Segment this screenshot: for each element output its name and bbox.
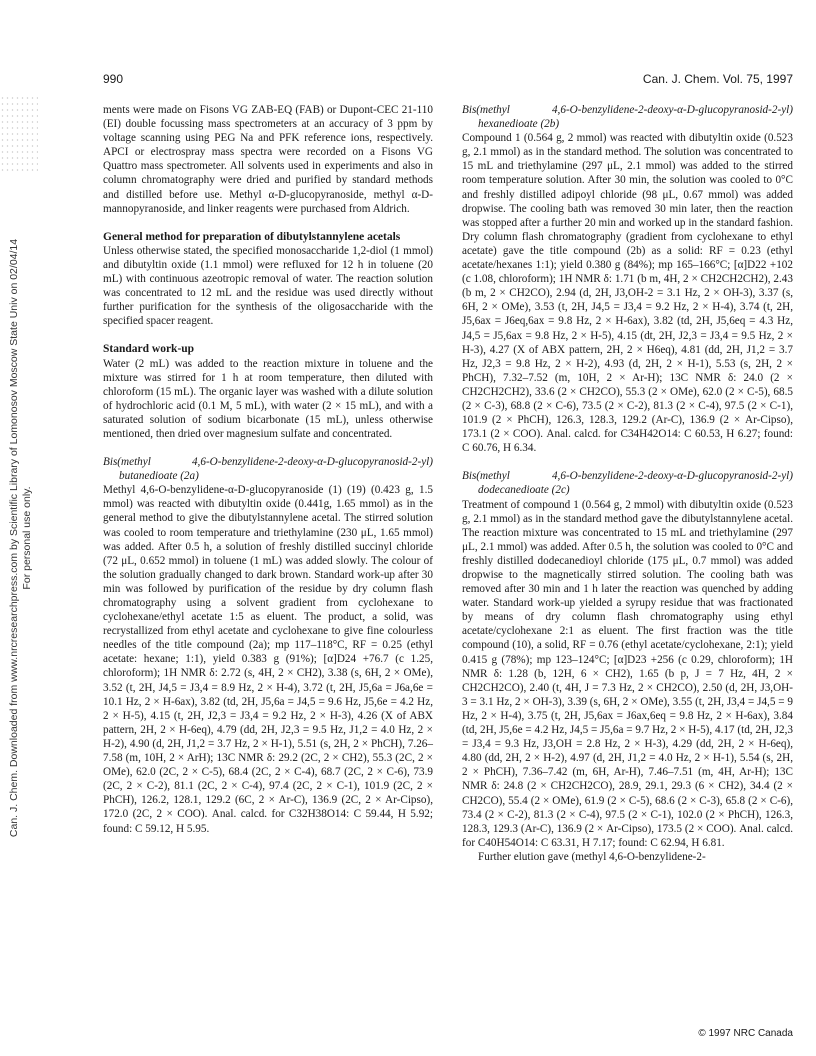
intro-paragraph: ments were made on Fisons VG ZAB-EQ (FAB) or Dupont-CEC 21-110 (EI) double focussing mass spectrometers at an accuracy of 3 ppm by voltage scanning using PEG Na and PFK reference ions, respectively. APCI or electrospray mass spectra were recorded on a Fisons VG Quattro mass spectrometer. All solvents used in experiments and also in column chromatography were dried and purified by standard methods and distilled before use. Methyl α-D-glucopyranoside, methyl α-D-mannopyranoside, and linker reagents were purchased from Aldrich. [103,104,433,215]
watermark-text [8,178,34,898]
general-method-paragraph: Unless otherwise stated, the specified monosaccharide 1,2-diol (1 mmol) and dibutyltin oxide (1.1 mmol) were refluxed for 12 h in toluene (20 mL) with continuous azeotropic removal of water. The reaction solution was concentrated to 12 mL and the residue was used directly without further purification for the synthesis of the oligosaccharide with the specified spacer reagent. [103,244,433,328]
running-header [103,72,793,88]
compound-2b-paragraph: Compound 1 (0.564 g, 2 mmol) was reacted with dibutyltin oxide (0.523 g, 2.1 mmol) as in the standard method. The solution was concentrated to 15 mL and triethylamine (297 μL, 2.1 mmol) was added to the stirred room temperature solution. After 30 min, the solution was cooled to 0°C and freshly distilled adipoyl chloride (98 μL, 0.67 mmol) was added dropwise. The cooling bath was removed 30 min later, then the reaction was stopped after a further 20 min and worked up in the standard fashion. Dry column flash chromatography (gradient from cyclohexane to ethyl acetate) gave the title compound (2b) as a solid: RF = 0.23 (ethyl acetate/hexanes 1:1); yield 0.380 g (84%); mp 165–166°C; [α]D22 +102 (c 1.08, chloroform); 1H NMR δ: 1.71 (b m, 4H, 2 × CH2CH2CH2), 2.43 (b m, 2 × CH2CO), 2.94 (d, 2H, J3,OH-2 = 3.1 Hz, 2 × OH-3), 3.37 (s, 6H, 2 × OMe), 3.53 (t, 2H, J4,5 = J3,4 = 9.2 Hz, 2 × H-4), 3.74 (t, 2H, J5,6ax = J6eq,6ax = 9.8 Hz, 2 × H-6ax), 3.82 (td, 2H, J5,6eq = 4.3 Hz, J4,5 = J5,6ax = 9.8 Hz, 2 × H-5), 4.15 (dt, 2H, J2,3 = J3,4 = 9.5 Hz, 2 × H-3), 4.27 (X of ABX pattern, 2H, 2 × H6eq), 4.81 (dd, 2H, J1,2 = 3.7 Hz, J2,3 = 9.8 Hz, 2 × H-2), 4.93 (d, 2H, 2 × H-1), 5.53 (s, 2H, 2 × PhCH), 7.32–7.52 (m, 10H, 2 × Ar-H); 13C NMR δ: 24.0 (2 × CH2CH2CH2), 33.6 (2 × CH2CO), 55.3 (2 × OMe), 62.0 (2 × C-5), 68.5 (2 × C-3), 68.8 (2 × C-6), 73.5 (2 × C-2), 81.3 (2 × C-4), 97.5 (2 × C-1), 101.9 (2 × PhCH), 126.3, 128.3, 129.2 (Ar-C), 136.9 (2 × Ar-Cipso), 173.1 (2 × COO). Anal. calcd. for C34H42O14: C 60.53, H 6.27; found: C 60.76, H 6.34. [462,132,793,455]
compound-2c-heading: Bis(methyl 4,6-O-benzylidene-2-deoxy-α-D-glucopyranosid-2-yl) dodecanedioate (2c) [462,470,793,497]
right-column [462,103,793,864]
section-heading-general-method: General method for preparation of dibutylstannylene acetals [103,230,401,243]
compound-2c-paragraph: Treatment of compound 1 (0.564 g, 2 mmol) with dibutyltin oxide (0.523 g, 2.1 mmol) as in the standard method gave the dibutylstannylene acetal. The reaction mixture was concentrated to 15 mL and triethylamine (297 μL, 2.1 mmol) was added. After 0.5 h, the solution was cooled to 0°C and freshly distilled dodecanedioyl chloride (175 μL, 0.7 mmol) was added dropwise to the magnetically stirred solution. The cooling bath was removed after 30 min and 1 h later the reaction was quenched by adding water. Standard work-up yielded a syrupy residue that was fractionated by means of dry column flash chromatography using ethyl acetate/cyclohexane 2:1 as eluent. The first fraction was the title compound (10), a solid, RF = 0.76 (ethyl acetate/cyclohexane, 2:1); yield 0.415 g (78%); mp 123–124°C; [α]D23 +256 (c 0.29, chloroform); 1H NMR δ: 1.28 (b, 12H, 6 × CH2), 1.65 (b p, J = 7 Hz, 4H, 2 × CH2CH2CO), 2.40 (t, 4H, J = 7.3 Hz, 2 × CH2CO), 2.50 (d, 2H, J3,OH-3 = 3.1 Hz, 2 × OH-3), 3.39 (s, 6H, 2 × OMe), 3.55 (t, 2H, J3,4 = J4,5 = 9 Hz, 2 × H-4), 3.75 (t, 2H, J5,6ax = J6ax,6eq = 9.8 Hz, 2 × H-6ax), 3.84 (td, 2H, J5,6e = 4.2 Hz, J4,5 = J5,6a = 9.7 Hz, 2 × H-5), 4.17 (td, 2H, J2,3 = J3,4 = 9.3 Hz, J3,OH = 2.8 Hz, 2 × H-3), 4.29 (dd, 2H, 2 × H-6eq), 4.80 (dd, 2H, 2 × H-2), 4.97 (d, 2H, J1,2 = 4.0 Hz, 2 × H-1), 5.54 (s, 2H, 2 × PhCH), 7.36–7.42 (m, 6H, Ar-H), 7.46–7.51 (m, 4H, Ar-H); 13C NMR δ: 24.8 (2 × CH2CH2CO), 28.9, 29.1, 29.3 (6 × CH2), 34.4 (2 × CH2CO), 55.4 (2 × OMe), 61.9 (2 × C-5), 68.6 (2 × C-3), 65.8 (2 × C-6), 73.4 (2 × C-2), 81.3 (2 × C-4), 97.5 (2 × C-1), 102.0 (2 × PhCH), 126.3, 128.3, 129.3 (Ar-C), 136.9 (2 × Ar-Cipso), 173.5 (2 × COO). Anal. calcd. for C40H54O14: C 63.31, H 7.17; found: C 62.94, H 6.81. [462,498,793,849]
scan-artifact [0,95,38,175]
section-heading-work-up: Standard work-up [103,343,195,356]
compound-2a-heading: Bis(methyl 4,6-O-benzylidene-2-deoxy-α-D-glucopyranosid-2-yl) butanedioate (2a) [103,456,433,483]
journal-citation: Can. J. Chem. Vol. 75, 1997 [642,72,793,86]
compound-2a-paragraph: Methyl 4,6-O-benzylidene-α-D-glucopyranoside (1) (19) (0.423 g, 1.5 mmol) was reacted with dibutyltin oxide (0.441g, 1.65 mmol) as in the general method to give the dibutylstannylene acetal. The stirred solution was cooled to room temperature and triethylamine (230 μL, 1.65 mmol) was added. After 0.5 h, a solution of freshly distilled succinyl chloride (72 μL, 0.652 mmol) in toluene (1 mL) was added slowly. The colour of the solution gradually changed to dark brown. Standard work-up after 30 min was followed by purification of the residue by dry column flash chromatography using a solvent gradient from cyclohexane to cyclohexane/ethyl acetate 1:5 as eluent. The product, a solid, was recrystallized from ethyl acetate and cyclohexane to give fine colourless needles of the title compound (2a); mp 117–118°C, RF = 0.25 (ethyl acetate: hexane; 1:1), yield 0.383 g (91%); [α]D24 +76.7 (c 1.25, chloroform); 1H NMR δ: 2.72 (s, 4H, 2 × CH2), 3.38 (s, 6H, 2 × OMe), 3.52 (t, 2H, J4,5 = J3,4 = 8.9 Hz, 2 × H-4), 3.72 (t, 2H, J5,6a = J6a,6e = 10.1 Hz, 2 × H-6ax), 3.82 (td, 2H, J5,6a = J4,5 = 9.6 Hz, J5,6e = 4.2 Hz, 2 × H-5), 4.15 (t, 2H, J2,3 = J3,4 = 9.2 Hz, 2 × H-3), 4.26 (X of ABX pattern, 2H, 2 × H-6eq), 4.79 (dd, 2H, J2,3 = 9.5 Hz, J1,2 = 4.0 Hz, 2 × H-2), 4.90 (d, 2H, J1,2 = 3.7 Hz, 2 × H-1), 5.51 (s, 2H, 2 × PhCH), 7.26–7.58 (m, 10H, 2 × ArH); 13C NMR δ: 29.2 (2C, 2 × CH2), 55.3 (2C, 2 × OMe), 62.0 (2C, 2 × C-5), 68.4 (2C, 2 × C-4), 68.7 (2C, 2 × C-6), 73.9 (2C, 2 × C-2), 81.1 (2C, 2 × C-4), 97.4 (2C, 2 × C-1), 101.9 (2C, 2 × PhCH), 126.2, 128.1, 129.2 (6C, 2 × Ar-C), 136.9 (2C, 2 × Ar-Cipso), 172.0 (2C, 2 × COO). Anal. calcd. for C32H38O14: C 59.44, H 5.92; found: C 59.12, H 5.95. [103,484,433,835]
copyright-footer: © 1997 NRC Canada [698,1028,793,1039]
left-column [103,103,433,836]
page-number: 990 [103,72,124,86]
compound-2b-heading: Bis(methyl 4,6-O-benzylidene-2-deoxy-α-D-glucopyranosid-2-yl) hexanedioate (2b) [462,104,793,131]
watermark-line-1: Can. J. Chem. Downloaded from www.nrcresearchpress.com by Scientific Library of Lomonosov Moscow State Univ on 02/04/14 [8,238,20,838]
watermark-line-2: For personal use only. [21,486,33,590]
work-up-paragraph: Water (2 mL) was added to the reaction mixture in toluene and the mixture was stirred for 1 h at room temperature, then diluted with chloroform (15 mL). The organic layer was washed with a dilute solution of hydrochloric acid (0.1 M, 5 mL), with water (2 × 15 mL), and with a saturated solution of sodium bicarbonate (15 mL), unless otherwise mentioned, then dried over magnesium sulfate and concentrated. [103,357,433,440]
download-watermark [4,178,38,898]
further-elution-paragraph: Further elution gave (methyl 4,6-O-benzylidene-2- [478,850,706,863]
